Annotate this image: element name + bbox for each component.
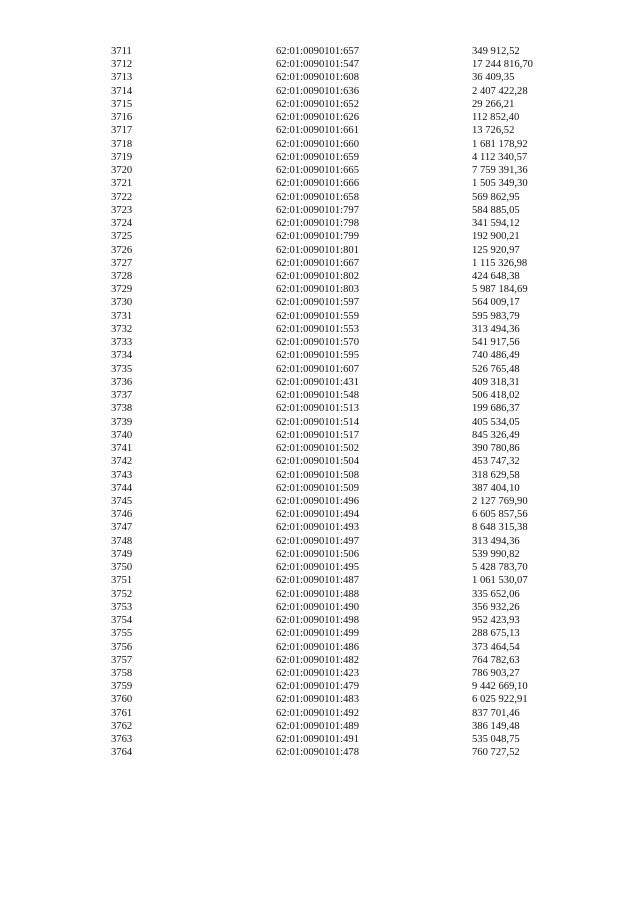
cadastral-value: 13 726,52 xyxy=(472,125,515,137)
cadastral-value-table xyxy=(0,45,640,760)
cadastral-value: 569 862,95 xyxy=(472,191,520,203)
table-row xyxy=(0,614,640,627)
row-number: 3746 xyxy=(111,509,133,521)
row-number: 3716 xyxy=(111,112,133,124)
cadastral-value: 564 009,17 xyxy=(472,297,520,309)
cadastral-value: 453 747,32 xyxy=(472,456,520,468)
cadastral-value: 2 407 422,28 xyxy=(472,85,528,97)
cadastral-number: 62:01:0090101:667 xyxy=(276,257,359,269)
table-row xyxy=(0,746,640,759)
cadastral-value: 349 912,52 xyxy=(472,46,520,57)
cadastral-number: 62:01:0090101:548 xyxy=(276,390,359,402)
table-row xyxy=(0,429,640,442)
table-row xyxy=(0,601,640,614)
cadastral-number: 62:01:0090101:559 xyxy=(276,310,359,322)
table-row xyxy=(0,627,640,640)
row-number: 3758 xyxy=(111,668,133,680)
cadastral-value: 539 990,82 xyxy=(472,548,520,560)
cadastral-value: 36 409,35 xyxy=(472,72,515,84)
row-number: 3732 xyxy=(111,323,133,335)
cadastral-number: 62:01:0090101:802 xyxy=(276,270,359,282)
cadastral-number: 62:01:0090101:496 xyxy=(276,495,359,507)
cadastral-value: 335 652,06 xyxy=(472,588,520,600)
table-row xyxy=(0,667,640,680)
table-row xyxy=(0,654,640,667)
cadastral-value: 356 932,26 xyxy=(472,601,520,613)
cadastral-value: 952 423,93 xyxy=(472,615,520,627)
table-row xyxy=(0,98,640,111)
cadastral-number: 62:01:0090101:431 xyxy=(276,376,359,388)
cadastral-value: 409 318,31 xyxy=(472,376,520,388)
cadastral-number: 62:01:0090101:652 xyxy=(276,98,359,110)
cadastral-value: 341 594,12 xyxy=(472,218,520,230)
cadastral-number: 62:01:0090101:553 xyxy=(276,323,359,335)
row-number: 3725 xyxy=(111,231,133,243)
cadastral-value: 5 428 783,70 xyxy=(472,562,528,574)
row-number: 3741 xyxy=(111,443,133,455)
cadastral-number: 62:01:0090101:659 xyxy=(276,151,359,163)
row-number: 3744 xyxy=(111,482,133,494)
cadastral-value: 9 442 669,10 xyxy=(472,681,528,693)
cadastral-value: 535 048,75 xyxy=(472,734,520,746)
row-number: 3755 xyxy=(111,628,133,640)
cadastral-value: 595 983,79 xyxy=(472,310,520,322)
table-row xyxy=(0,680,640,693)
table-row xyxy=(0,495,640,508)
row-number: 3714 xyxy=(111,85,133,97)
row-number: 3733 xyxy=(111,337,133,349)
row-number: 3730 xyxy=(111,297,133,309)
row-number: 3721 xyxy=(111,178,133,190)
row-number: 3745 xyxy=(111,495,133,507)
table-row xyxy=(0,257,640,270)
table-row xyxy=(0,177,640,190)
table-row xyxy=(0,296,640,309)
cadastral-value: 526 765,48 xyxy=(472,363,520,375)
cadastral-number: 62:01:0090101:660 xyxy=(276,138,359,150)
table-row xyxy=(0,482,640,495)
row-number: 3748 xyxy=(111,535,133,547)
table-row xyxy=(0,111,640,124)
row-number: 3750 xyxy=(111,562,133,574)
cadastral-value: 29 266,21 xyxy=(472,98,515,110)
row-number: 3737 xyxy=(111,390,133,402)
row-number: 3753 xyxy=(111,601,133,613)
cadastral-value: 387 404,10 xyxy=(472,482,520,494)
row-number: 3718 xyxy=(111,138,133,150)
cadastral-number: 62:01:0090101:499 xyxy=(276,628,359,640)
cadastral-number: 62:01:0090101:506 xyxy=(276,548,359,560)
cadastral-value: 1 061 530,07 xyxy=(472,575,528,587)
cadastral-number: 62:01:0090101:486 xyxy=(276,641,359,653)
cadastral-value: 5 987 184,69 xyxy=(472,284,528,296)
table-row xyxy=(0,535,640,548)
cadastral-number: 62:01:0090101:636 xyxy=(276,85,359,97)
cadastral-value: 760 727,52 xyxy=(472,747,520,759)
row-number: 3726 xyxy=(111,244,133,256)
row-number: 3729 xyxy=(111,284,133,296)
cadastral-number: 62:01:0090101:423 xyxy=(276,668,359,680)
row-number: 3715 xyxy=(111,98,133,110)
row-number: 3759 xyxy=(111,681,133,693)
row-number: 3711 xyxy=(111,46,132,57)
cadastral-number: 62:01:0090101:491 xyxy=(276,734,359,746)
row-number: 3762 xyxy=(111,720,133,732)
cadastral-number: 62:01:0090101:607 xyxy=(276,363,359,375)
table-row xyxy=(0,720,640,733)
cadastral-value: 1 115 326,98 xyxy=(472,257,528,269)
cadastral-number: 62:01:0090101:801 xyxy=(276,244,359,256)
cadastral-number: 62:01:0090101:626 xyxy=(276,112,359,124)
cadastral-number: 62:01:0090101:803 xyxy=(276,284,359,296)
table-row xyxy=(0,416,640,429)
cadastral-number: 62:01:0090101:517 xyxy=(276,429,359,441)
row-number: 3713 xyxy=(111,72,133,84)
cadastral-value: 424 648,38 xyxy=(472,270,520,282)
table-row xyxy=(0,310,640,323)
row-number: 3724 xyxy=(111,218,133,230)
row-number: 3751 xyxy=(111,575,133,587)
row-number: 3712 xyxy=(111,59,133,71)
cadastral-value: 199 686,37 xyxy=(472,403,520,415)
table-row xyxy=(0,204,640,217)
row-number: 3742 xyxy=(111,456,133,468)
row-number: 3723 xyxy=(111,204,133,216)
cadastral-number: 62:01:0090101:495 xyxy=(276,562,359,574)
cadastral-number: 62:01:0090101:509 xyxy=(276,482,359,494)
table-row xyxy=(0,389,640,402)
table-row xyxy=(0,707,640,720)
cadastral-number: 62:01:0090101:595 xyxy=(276,350,359,362)
row-number: 3761 xyxy=(111,707,133,719)
cadastral-value: 112 852,40 xyxy=(472,112,520,124)
row-number: 3754 xyxy=(111,615,133,627)
cadastral-value: 786 903,27 xyxy=(472,668,520,680)
table-row xyxy=(0,588,640,601)
cadastral-value: 7 759 391,36 xyxy=(472,165,528,177)
table-row xyxy=(0,45,640,58)
cadastral-number: 62:01:0090101:494 xyxy=(276,509,359,521)
cadastral-number: 62:01:0090101:657 xyxy=(276,46,359,57)
cadastral-value: 288 675,13 xyxy=(472,628,520,640)
cadastral-number: 62:01:0090101:547 xyxy=(276,59,359,71)
row-number: 3734 xyxy=(111,350,133,362)
table-row xyxy=(0,733,640,746)
table-row xyxy=(0,71,640,84)
cadastral-number: 62:01:0090101:493 xyxy=(276,522,359,534)
row-number: 3738 xyxy=(111,403,133,415)
table-row xyxy=(0,641,640,654)
cadastral-value: 1 681 178,92 xyxy=(472,138,528,150)
cadastral-value: 1 505 349,30 xyxy=(472,178,528,190)
cadastral-value: 740 486,49 xyxy=(472,350,520,362)
cadastral-value: 6 025 922,91 xyxy=(472,694,528,706)
row-number: 3719 xyxy=(111,151,133,163)
cadastral-value: 17 244 816,70 xyxy=(472,59,533,71)
table-row xyxy=(0,283,640,296)
cadastral-number: 62:01:0090101:490 xyxy=(276,601,359,613)
cadastral-number: 62:01:0090101:498 xyxy=(276,615,359,627)
table-row xyxy=(0,124,640,137)
cadastral-value: 2 127 769,90 xyxy=(472,495,528,507)
cadastral-number: 62:01:0090101:661 xyxy=(276,125,359,137)
row-number: 3731 xyxy=(111,310,133,322)
cadastral-value: 6 605 857,56 xyxy=(472,509,528,521)
cadastral-number: 62:01:0090101:497 xyxy=(276,535,359,547)
row-number: 3743 xyxy=(111,469,133,481)
cadastral-value: 764 782,63 xyxy=(472,654,520,666)
row-number: 3747 xyxy=(111,522,133,534)
cadastral-number: 62:01:0090101:478 xyxy=(276,747,359,759)
row-number: 3760 xyxy=(111,694,133,706)
cadastral-value: 837 701,46 xyxy=(472,707,520,719)
table-row xyxy=(0,349,640,362)
row-number: 3722 xyxy=(111,191,133,203)
table-row xyxy=(0,548,640,561)
table-row xyxy=(0,561,640,574)
row-number: 3757 xyxy=(111,654,133,666)
cadastral-value: 192 900,21 xyxy=(472,231,520,243)
cadastral-value: 313 494,36 xyxy=(472,323,520,335)
row-number: 3728 xyxy=(111,270,133,282)
cadastral-value: 390 780,86 xyxy=(472,443,520,455)
table-row xyxy=(0,138,640,151)
table-row xyxy=(0,336,640,349)
table-row xyxy=(0,85,640,98)
cadastral-value: 8 648 315,38 xyxy=(472,522,528,534)
table-row xyxy=(0,270,640,283)
cadastral-number: 62:01:0090101:570 xyxy=(276,337,359,349)
row-number: 3764 xyxy=(111,747,133,759)
cadastral-value: 584 885,05 xyxy=(472,204,520,216)
cadastral-value: 125 920,97 xyxy=(472,244,520,256)
cadastral-number: 62:01:0090101:597 xyxy=(276,297,359,309)
table-row xyxy=(0,363,640,376)
table-row xyxy=(0,402,640,415)
cadastral-number: 62:01:0090101:666 xyxy=(276,178,359,190)
cadastral-number: 62:01:0090101:797 xyxy=(276,204,359,216)
table-row xyxy=(0,230,640,243)
cadastral-value: 4 112 340,57 xyxy=(472,151,528,163)
table-row xyxy=(0,164,640,177)
cadastral-number: 62:01:0090101:502 xyxy=(276,443,359,455)
row-number: 3720 xyxy=(111,165,133,177)
cadastral-number: 62:01:0090101:483 xyxy=(276,694,359,706)
cadastral-number: 62:01:0090101:665 xyxy=(276,165,359,177)
cadastral-number: 62:01:0090101:479 xyxy=(276,681,359,693)
cadastral-value: 386 149,48 xyxy=(472,720,520,732)
table-row xyxy=(0,244,640,257)
table-row xyxy=(0,217,640,230)
table-row xyxy=(0,151,640,164)
table-row xyxy=(0,521,640,534)
cadastral-number: 62:01:0090101:488 xyxy=(276,588,359,600)
table-row xyxy=(0,442,640,455)
cadastral-number: 62:01:0090101:513 xyxy=(276,403,359,415)
cadastral-value: 506 418,02 xyxy=(472,390,520,402)
row-number: 3763 xyxy=(111,734,133,746)
row-number: 3756 xyxy=(111,641,133,653)
cadastral-value: 373 464,54 xyxy=(472,641,520,653)
cadastral-value: 313 494,36 xyxy=(472,535,520,547)
table-row xyxy=(0,376,640,389)
table-row xyxy=(0,469,640,482)
cadastral-number: 62:01:0090101:608 xyxy=(276,72,359,84)
row-number: 3739 xyxy=(111,416,133,428)
cadastral-value: 318 629,58 xyxy=(472,469,520,481)
cadastral-number: 62:01:0090101:482 xyxy=(276,654,359,666)
table-row xyxy=(0,323,640,336)
cadastral-number: 62:01:0090101:492 xyxy=(276,707,359,719)
cadastral-number: 62:01:0090101:504 xyxy=(276,456,359,468)
table-row xyxy=(0,693,640,706)
row-number: 3740 xyxy=(111,429,133,441)
cadastral-number: 62:01:0090101:489 xyxy=(276,720,359,732)
cadastral-number: 62:01:0090101:799 xyxy=(276,231,359,243)
cadastral-number: 62:01:0090101:508 xyxy=(276,469,359,481)
cadastral-value: 845 326,49 xyxy=(472,429,520,441)
cadastral-number: 62:01:0090101:798 xyxy=(276,218,359,230)
cadastral-value: 405 534,05 xyxy=(472,416,520,428)
table-row xyxy=(0,508,640,521)
row-number: 3727 xyxy=(111,257,133,269)
table-row xyxy=(0,191,640,204)
table-row xyxy=(0,58,640,71)
cadastral-value: 541 917,56 xyxy=(472,337,520,349)
table-row xyxy=(0,574,640,587)
cadastral-number: 62:01:0090101:658 xyxy=(276,191,359,203)
row-number: 3717 xyxy=(111,125,133,137)
cadastral-number: 62:01:0090101:514 xyxy=(276,416,359,428)
row-number: 3752 xyxy=(111,588,133,600)
row-number: 3735 xyxy=(111,363,133,375)
cadastral-number: 62:01:0090101:487 xyxy=(276,575,359,587)
row-number: 3749 xyxy=(111,548,133,560)
table-row xyxy=(0,455,640,468)
row-number: 3736 xyxy=(111,376,133,388)
